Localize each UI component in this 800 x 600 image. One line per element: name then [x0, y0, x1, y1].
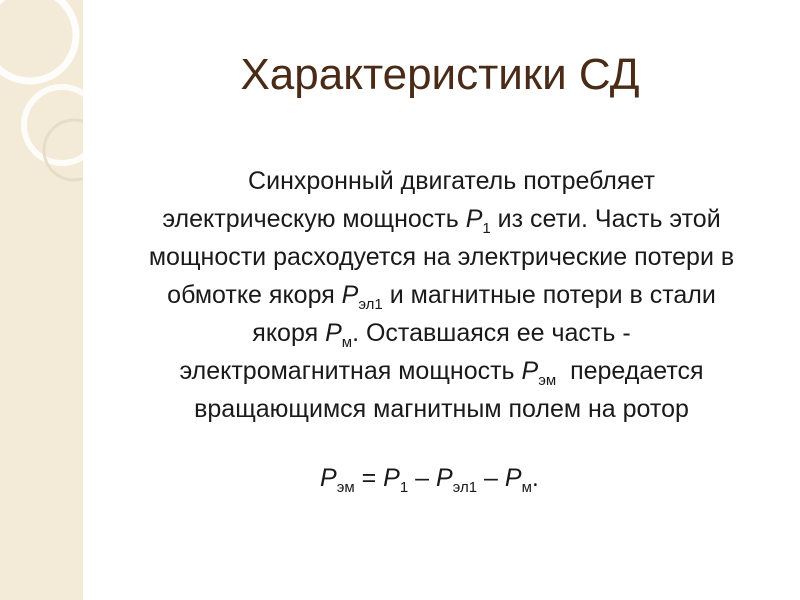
body-line-5	[83, 314, 800, 352]
formula-operator: =	[354, 464, 384, 492]
power-subscript: эл1	[358, 296, 383, 313]
body-line-6	[83, 352, 800, 390]
body-text-segment: электрическую мощность	[162, 205, 466, 233]
decorative-side-band	[0, 0, 83, 600]
body-text-segment: электромагнитная мощность	[179, 357, 522, 385]
formula-symbol: P	[504, 464, 522, 492]
body-line-7	[83, 390, 800, 428]
power-symbol: P	[341, 281, 359, 309]
body-text-segment: обмотке якоря	[167, 281, 342, 309]
formula-operator: –	[477, 464, 505, 492]
power-symbol: P	[325, 319, 342, 347]
formula-operator: –	[408, 464, 436, 492]
body-text-segment: вращающимся магнитным полем на ротор	[194, 395, 689, 423]
body-text-segment: из сети. Часть этой	[490, 205, 721, 233]
power-subscript: 1	[482, 220, 491, 237]
body-line-2	[83, 200, 800, 238]
slide-body-text	[83, 162, 800, 428]
formula-subscript: 1	[399, 479, 409, 496]
body-text-segment: Синхронный двигатель потребляет	[248, 167, 655, 195]
body-text-segment: передается	[556, 357, 704, 385]
body-text-segment: мощности расходуется на электрические потери в	[148, 243, 735, 271]
power-subscript: м	[341, 334, 353, 351]
decorative-rings	[0, 0, 83, 600]
formula-symbol: P	[435, 464, 453, 492]
slide-title: Характеристики СД	[240, 50, 640, 99]
body-line-1	[83, 162, 800, 200]
body-text-segment: и магнитные потери в стали	[382, 281, 716, 309]
body-text-segment: . Оставшаяся ее часть -	[352, 319, 631, 347]
power-balance-formula	[320, 458, 539, 498]
formula-subscript: эм	[336, 479, 355, 496]
body-line-3	[83, 238, 800, 276]
power-symbol: P	[521, 357, 539, 385]
body-line-4	[83, 276, 800, 314]
formula-subscript: эл1	[452, 479, 478, 496]
power-subscript: эм	[538, 372, 557, 389]
formula-symbol: P	[383, 464, 400, 492]
formula-end: .	[531, 464, 539, 492]
body-text-segment: якоря	[252, 319, 326, 347]
power-symbol: P	[465, 205, 483, 233]
formula-subscript: м	[521, 479, 532, 496]
formula-symbol: P	[320, 464, 337, 492]
